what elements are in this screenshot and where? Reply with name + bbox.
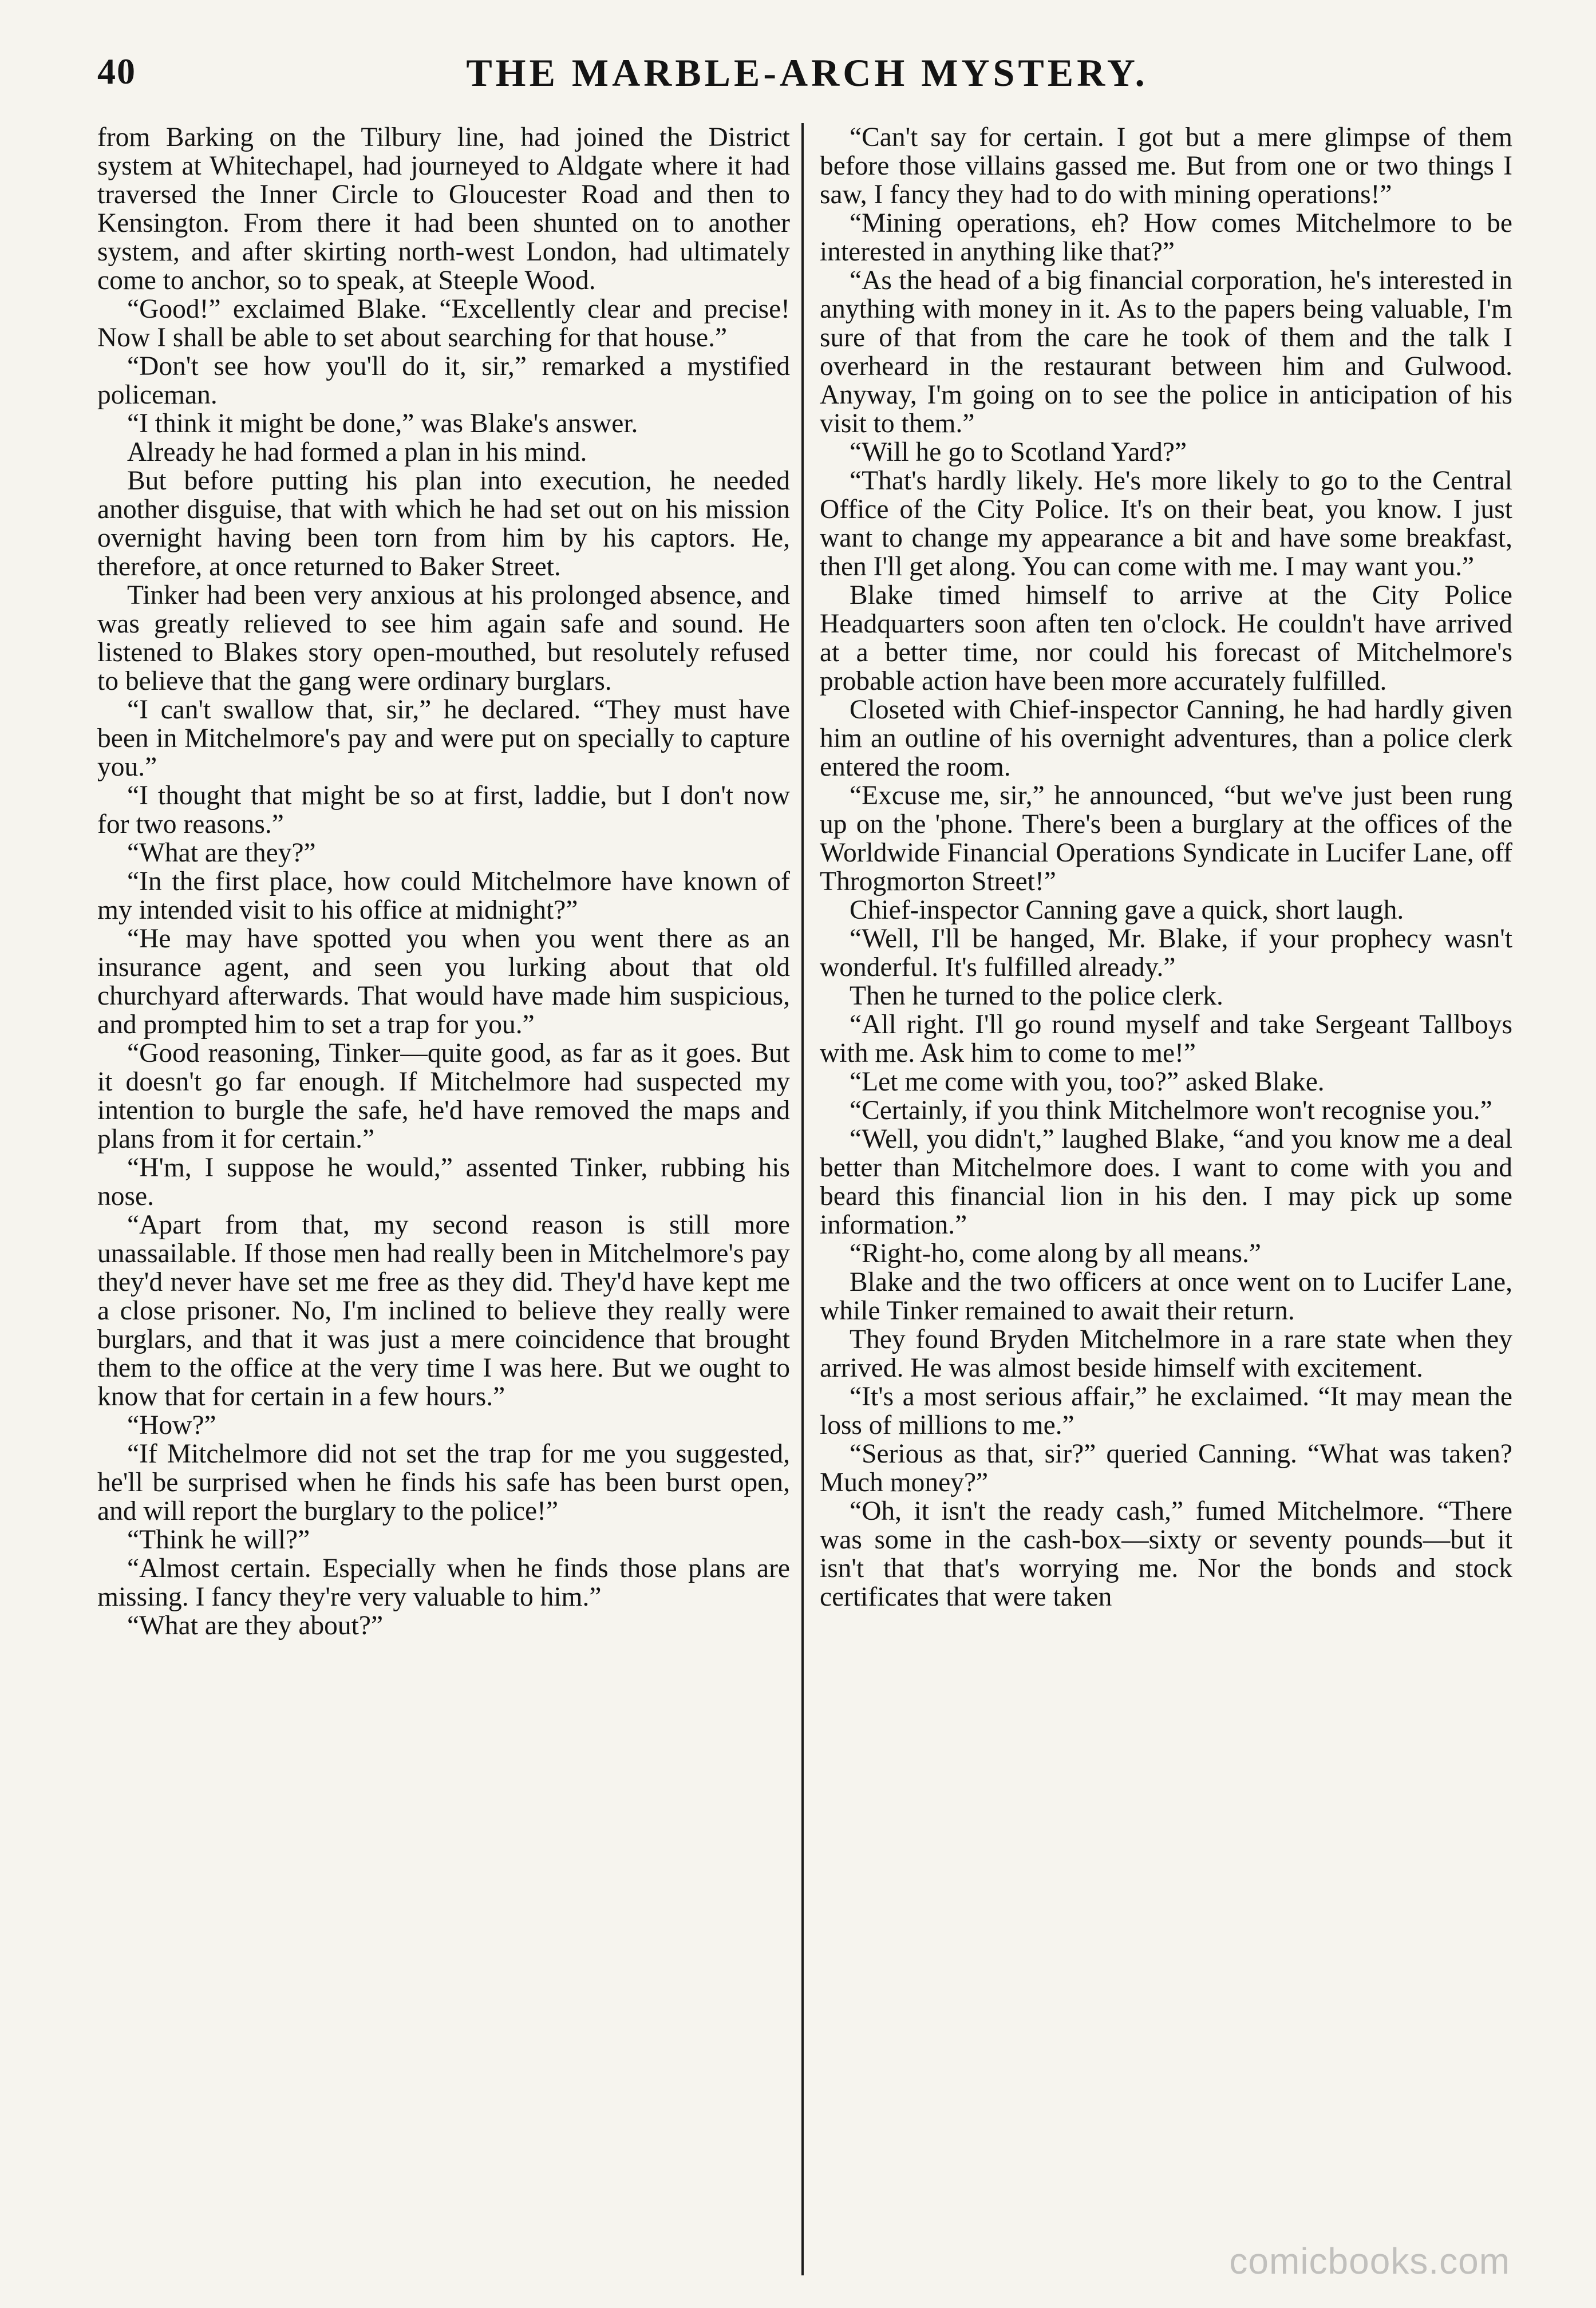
paragraph: “Excuse me, sir,” he announced, “but we've just been rung up on the 'phone. There's been a burglary at the offices of the Worldwide Financial Operations Syndicate in Lucifer Lane, off Throgmorton Street!” (820, 781, 1512, 896)
paragraph: “As the head of a big financial corporation, he's interested in anything with money in it. As to the papers being valuable, I'm sure of that from the care he took of them and the talk I overheard in the restaurant between him and Gulwood. Anyway, I'm going on to see the police in anticipation of his visit to them.” (820, 266, 1512, 438)
paragraph: “If Mitchelmore did not set the trap for me you suggested, he'll be surprised when he finds his safe has been burst open, and will report the burglary to the police!” (97, 1439, 790, 1526)
paragraph: “He may have spotted you when you went there as an insurance agent, and seen you lurking about that old churchyard afterwards. That would have made him suspicious, and prompted him to set a trap for you.” (97, 924, 790, 1040)
paragraph: But before putting his plan into execution, he needed another disguise, that with which he had set out on his mission overnight having been torn from him by his captors. He, therefore, at once returned to Baker Street. (97, 466, 790, 582)
paragraph: “Well, you didn't,” laughed Blake, “and you know me a deal better than Mitchelmore does. I want to come with you and beard this financial lion in his den. I may pick up some information.” (820, 1124, 1512, 1240)
paragraph: “All right. I'll go round myself and take Sergeant Tallboys with me. Ask him to come to me!” (820, 1010, 1512, 1068)
paragraph: “Mining operations, eh? How comes Mitchelmore to be interested in anything like that?” (820, 208, 1512, 267)
paragraph: from Barking on the Tilbury line, had joined the District system at Whitechapel, had journeyed to Aldgate where it had traversed the Inner Circle to Gloucester Road and then to Kensington. From there it had been shunted on to another system, and after skirting north-west London, had ultimately come to anchor, so to speak, at Steeple Wood. (97, 123, 790, 295)
paragraph: “Certainly, if you think Mitchelmore won't recognise you.” (850, 1096, 1492, 1125)
left-column (97, 123, 790, 2275)
paragraph: “It's a most serious affair,” he exclaimed. “It may mean the loss of millions to me.” (820, 1382, 1512, 1440)
page-header (97, 50, 1517, 108)
paragraph: Already he had formed a plan in his mind. (127, 437, 587, 467)
paragraph: “Think he will?” (127, 1525, 310, 1555)
paragraph: “I thought that might be so at first, laddie, but I don't now for two reasons.” (97, 781, 790, 839)
running-title: THE MARBLE-ARCH MYSTERY. (466, 51, 1148, 94)
paragraph: “H'm, I suppose he would,” assented Tinker, rubbing his nose. (97, 1153, 790, 1211)
right-column (820, 123, 1512, 2275)
paragraph: Tinker had been very anxious at his prolonged absence, and was greatly relieved to see him again safe and sound. He listened to Blakes story open-mouthed, but resolutely refused to believe that the gang were ordinary burglars. (97, 580, 790, 696)
site-watermark: comicbooks.com (1229, 2240, 1510, 2282)
paragraph: “How?” (127, 1410, 216, 1440)
paragraph: “I can't swallow that, sir,” he declared. “They must have been in Mitchelmore's pay and were put on specially to capture you.” (97, 695, 790, 782)
paragraph: “Almost certain. Especially when he finds those plans are missing. I fancy they're very valuable to him.” (97, 1554, 790, 1612)
paragraph: “I think it might be done,” was Blake's answer. (127, 409, 638, 438)
paragraph: “Can't say for certain. I got but a mere glimpse of them before those villains gassed me. But from one or two things I saw, I fancy they had to do with mining operations!” (820, 123, 1512, 210)
page-number: 40 (97, 51, 136, 92)
column-divider (801, 123, 804, 2275)
paragraph: “Well, I'll be hanged, Mr. Blake, if your prophecy wasn't wonderful. It's fulfilled already.” (820, 924, 1512, 982)
paragraph: “Don't see how you'll do it, sir,” remarked a mystified policeman. (97, 351, 790, 410)
paragraph: “What are they?” (127, 838, 316, 868)
paragraph: “Serious as that, sir?” queried Canning. “What was taken? Much money?” (820, 1439, 1512, 1497)
paragraph: “Good!” exclaimed Blake. “Excellently clear and precise! Now I shall be able to set about searching for that house.” (97, 294, 790, 353)
paragraph: “Good reasoning, Tinker—quite good, as far as it goes. But it doesn't go far enough. If Mitchelmore had suspected my intention to burgle the safe, he'd have removed the maps and plans from it for certain.” (97, 1038, 790, 1154)
paragraph: Blake and the two officers at once went on to Lucifer Lane, while Tinker remained to await their return. (820, 1267, 1512, 1326)
paragraph: Closeted with Chief-inspector Canning, he had hardly given him an outline of his overnight adventures, than a police clerk entered the room. (820, 695, 1512, 782)
paragraph: “That's hardly likely. He's more likely to go to the Central Office of the City Police. It's on their beat, you know. I just want to change my appearance a bit and have some breakfast, then I'll get along. You can come with me. I may want you.” (820, 466, 1512, 582)
paragraph: “What are they about?” (127, 1611, 384, 1641)
paragraph: “In the first place, how could Mitchelmore have known of my intended visit to his office at midnight?” (97, 867, 790, 925)
paragraph: “Let me come with you, too?” asked Blake. (850, 1067, 1325, 1097)
paragraph: “Will he go to Scotland Yard?” (850, 437, 1187, 467)
paragraph: “Right-ho, come along by all means.” (850, 1239, 1261, 1268)
paragraph: They found Bryden Mitchelmore in a rare state when they arrived. He was almost beside himself with excitement. (820, 1325, 1512, 1383)
paragraph: Then he turned to the police clerk. (850, 981, 1223, 1011)
paragraph: Blake timed himself to arrive at the City Police Headquarters soon aften ten o'clock. He couldn't have arrived at a better time, nor could his forecast of Mitchelmore's probable action have been more accurately fulfilled. (820, 580, 1512, 696)
paragraph: “Apart from that, my second reason is still more unassailable. If those men had really been in Mitchelmore's pay they'd never have set me free as they did. They'd have kept me a close prisoner. No, I'm inclined to believe they really were burglars, and that it was just a mere coincidence that brought them to the office at the very time I was here. But we ought to know that for certain in a few hours.” (97, 1210, 790, 1412)
paragraph: “Oh, it isn't the ready cash,” fumed Mitchelmore. “There was some in the cash-box—sixty or seventy pounds—but it isn't that that's worrying me. Nor the bonds and stock certificates that were taken (820, 1496, 1512, 1612)
paragraph: Chief-inspector Canning gave a quick, short laugh. (850, 895, 1404, 925)
